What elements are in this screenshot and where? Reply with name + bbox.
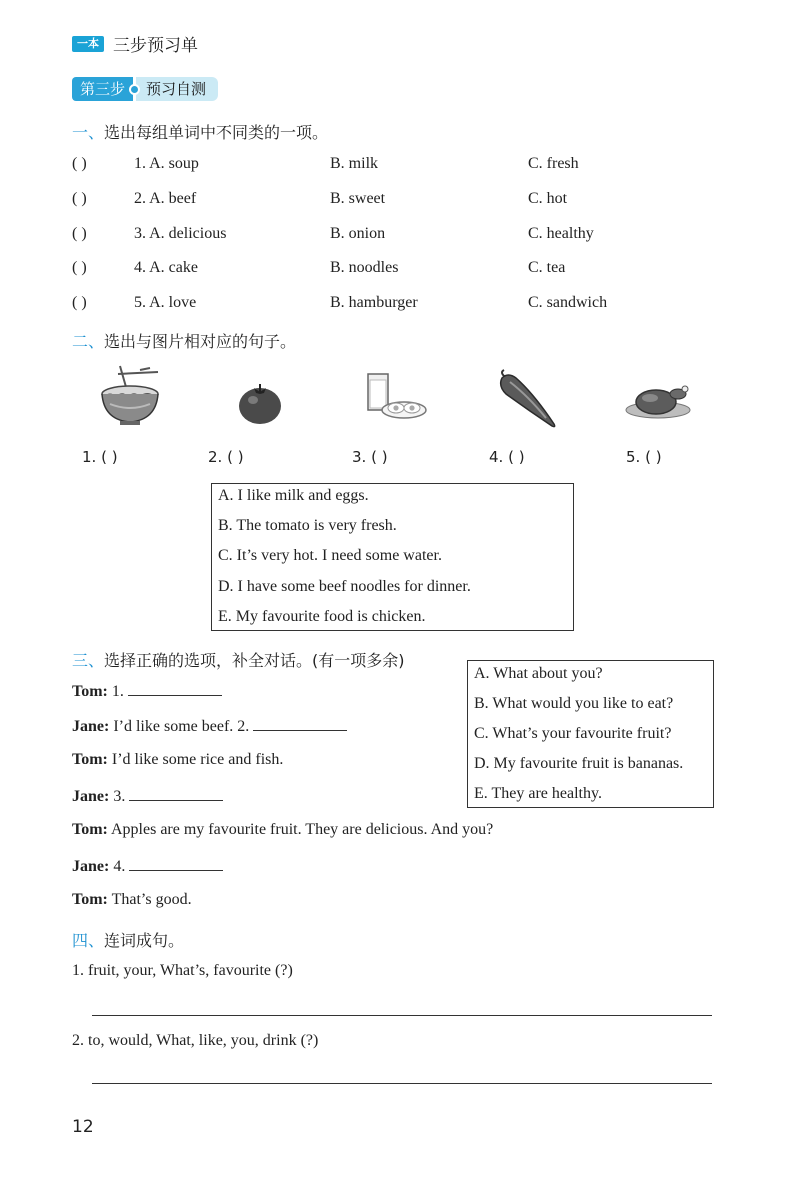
answer-blank[interactable] — [129, 786, 223, 801]
section4-text: 连词成句。 — [104, 931, 185, 950]
speaker: Jane: — [72, 788, 110, 805]
picture-option-d: D. I have some beef noodles for dinner. — [218, 578, 471, 595]
section2-number: 二、 — [72, 332, 105, 351]
answer-paren[interactable]: ( ) — [72, 190, 87, 207]
section4-number: 四、 — [72, 931, 105, 950]
dialogue-line — [72, 786, 223, 806]
section1-number: 一、 — [72, 123, 105, 142]
picture-option-b: B. The tomato is very fresh. — [218, 517, 397, 534]
picture-option-e: E. My favourite food is chicken. — [218, 608, 426, 625]
speaker: Tom: — [72, 821, 108, 838]
picture-option-c: C. It’s very hot. I need some water. — [218, 547, 442, 564]
dialogue-text: That’s good. — [111, 891, 192, 908]
question-row — [72, 259, 712, 283]
section3-text: 选择正确的选项，补全对话。(有一项多余) — [104, 651, 405, 670]
option-a: 5. A. love — [134, 294, 197, 311]
step-label: 第三步 — [72, 77, 133, 101]
dialogue-option-b: B. What would you like to eat? — [474, 695, 674, 712]
roast-chicken-icon — [624, 380, 692, 420]
answer-paren[interactable]: ( ) — [72, 259, 87, 276]
answer-blank[interactable] — [253, 716, 347, 731]
question-row — [72, 190, 712, 214]
speaker: Tom: — [72, 683, 108, 700]
speaker: Tom: — [72, 891, 108, 908]
dialogue-line — [72, 716, 347, 736]
section2-text: 选出与图片相对应的句子。 — [104, 332, 297, 351]
section4-title — [72, 928, 184, 951]
chili-pepper-icon — [494, 366, 564, 432]
section2-title — [72, 329, 296, 352]
question-row — [72, 155, 712, 179]
step-subtitle: 预习自测 — [136, 77, 218, 101]
picture-answer-1[interactable]: 1. ( ) — [82, 448, 118, 466]
dialogue-line — [72, 751, 283, 769]
section1-title — [72, 120, 328, 143]
option-a: 1. A. soup — [134, 155, 199, 172]
option-b: B. milk — [330, 155, 379, 172]
writing-line[interactable] — [92, 1015, 712, 1016]
brand-logo: 一本 — [72, 36, 104, 52]
dialogue-options-box — [467, 660, 714, 808]
answer-blank[interactable] — [129, 856, 223, 871]
dialogue-option-a: A. What about you? — [474, 665, 603, 682]
section1-text: 选出每组单词中不同类的一项。 — [104, 123, 329, 142]
answer-paren[interactable]: ( ) — [72, 225, 87, 242]
option-b: B. onion — [330, 225, 386, 242]
option-c: C. hot — [528, 190, 568, 207]
speaker: Jane: — [72, 858, 110, 875]
picture-options-box — [211, 483, 574, 631]
dialogue-line — [72, 891, 192, 909]
option-b: B. sweet — [330, 190, 386, 207]
milk-eggs-icon — [362, 370, 428, 422]
answer-paren[interactable]: ( ) — [72, 155, 87, 172]
section3-number: 三、 — [72, 651, 105, 670]
option-a: 3. A. delicious — [134, 225, 227, 242]
dialogue-text: 4. — [113, 858, 126, 875]
header-title: 三步预习单 — [113, 36, 198, 56]
picture-answer-3[interactable]: 3. ( ) — [352, 448, 388, 466]
picture-option-a: A. I like milk and eggs. — [218, 487, 369, 504]
option-c: C. tea — [528, 259, 566, 276]
question-row — [72, 294, 712, 318]
answer-blank[interactable] — [128, 681, 222, 696]
step-tab — [72, 77, 218, 101]
dialogue-text: 3. — [113, 788, 126, 805]
dialogue-text: I’d like some beef. 2. — [113, 718, 250, 735]
reorder-item-2: 2. to, would, What, like, you, drink (?) — [72, 1032, 319, 1049]
speaker: Tom: — [72, 751, 108, 768]
option-a: 4. A. cake — [134, 259, 198, 276]
option-b: B. noodles — [330, 259, 399, 276]
section3-title — [72, 648, 405, 671]
writing-line[interactable] — [92, 1083, 712, 1084]
dialogue-text: 1. — [111, 683, 124, 700]
dialogue-text: I’d like some rice and fish. — [111, 751, 284, 768]
option-c: C. fresh — [528, 155, 579, 172]
question-row — [72, 225, 712, 249]
page-number: 12 — [72, 1117, 94, 1137]
dialogue-option-d: D. My favourite fruit is bananas. — [474, 755, 684, 772]
option-c: C. sandwich — [528, 294, 608, 311]
step-dot-icon — [129, 84, 140, 95]
dialogue-line — [72, 681, 222, 701]
option-b: B. hamburger — [330, 294, 418, 311]
tomato-icon — [236, 380, 284, 426]
option-c: C. healthy — [528, 225, 594, 242]
dialogue-line — [72, 821, 493, 839]
picture-answer-4[interactable]: 4. ( ) — [489, 448, 525, 466]
noodles-bowl-icon — [98, 364, 162, 428]
dialogue-text: Apples are my favourite fruit. They are delicious. And you? — [110, 821, 494, 838]
dialogue-option-e: E. They are healthy. — [474, 785, 602, 802]
option-a: 2. A. beef — [134, 190, 197, 207]
answer-paren[interactable]: ( ) — [72, 294, 87, 311]
dialogue-option-c: C. What’s your favourite fruit? — [474, 725, 672, 742]
dialogue-line — [72, 856, 223, 876]
picture-answer-2[interactable]: 2. ( ) — [208, 448, 244, 466]
speaker: Jane: — [72, 718, 110, 735]
picture-answer-5[interactable]: 5. ( ) — [626, 448, 662, 466]
reorder-item-1: 1. fruit, your, What’s, favourite (?) — [72, 962, 293, 979]
